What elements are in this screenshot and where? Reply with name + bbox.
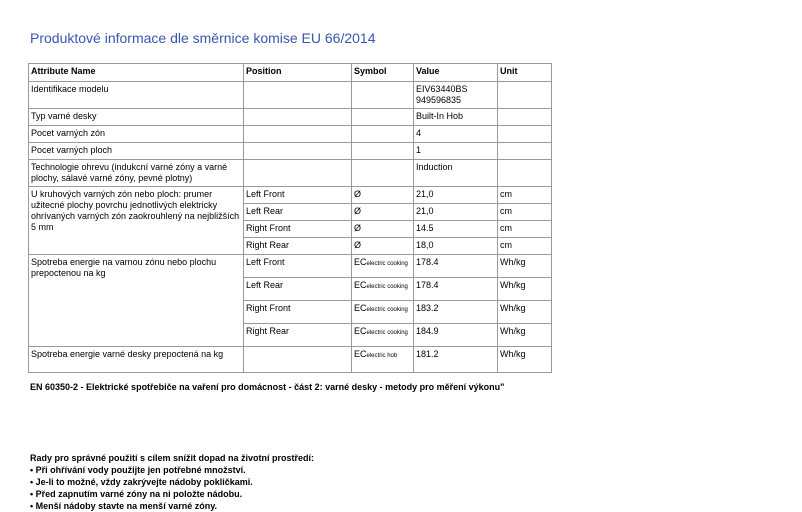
attribute-value (414, 82, 498, 109)
tips-heading: Rady pro správné použití s cílem snížit dopad na životní prostředí: (30, 453, 315, 463)
attribute-name: Pocet varných ploch (29, 143, 244, 160)
position-cell: Left Front (244, 255, 352, 278)
symbol-main: EC (354, 326, 367, 336)
unit-cell: cm (498, 238, 552, 255)
position-cell: Right Rear (244, 324, 352, 347)
attribute-name: Pocet varných zón (29, 126, 244, 143)
symbol-cell (352, 255, 414, 278)
attribute-value: 178.4 (414, 278, 498, 301)
unit-cell: cm (498, 204, 552, 221)
symbol-main: EC (354, 349, 367, 359)
list-item: • Před zapnutím varné zóny na ni položte nádobu. (30, 489, 243, 499)
eco-tips (30, 452, 550, 512)
position-cell: Right Rear (244, 238, 352, 255)
table-row (29, 347, 552, 373)
position-cell: Left Rear (244, 204, 352, 221)
symbol-subscript: electric cooking (366, 330, 408, 336)
symbol-main: EC (354, 303, 367, 313)
unit-cell: Wh/kg (498, 255, 552, 278)
unit-cell: Wh/kg (498, 324, 552, 347)
unit-cell: Wh/kg (498, 278, 552, 301)
attribute-value: 18,0 (414, 238, 498, 255)
attribute-name: Spotreba energie varné desky prepoctená na kg (29, 347, 244, 373)
symbol-main: EC (354, 280, 367, 290)
header-attribute-name: Attribute Name (29, 64, 244, 82)
attribute-name: Spotreba energie na varnou zónu nebo plochu prepoctenou na kg (29, 255, 244, 347)
attribute-value: 184.9 (414, 324, 498, 347)
symbol-cell (352, 324, 414, 347)
attribute-name: Typ varné desky (29, 109, 244, 126)
product-number: 949596835 (416, 95, 462, 105)
header-symbol: Symbol (352, 64, 414, 82)
header-position: Position (244, 64, 352, 82)
position-cell: Left Front (244, 187, 352, 204)
symbol-cell (352, 301, 414, 324)
symbol-cell: Ø (352, 221, 414, 238)
page-title: Produktové informace dle směrnice komise EU 66/2014 (30, 30, 376, 46)
attribute-value: 14.5 (414, 221, 498, 238)
model-number: EIV63440BS (416, 84, 468, 94)
attribute-value: 21,0 (414, 187, 498, 204)
symbol-cell: Ø (352, 238, 414, 255)
table-row (29, 143, 552, 160)
symbol-subscript: electric cooking (366, 261, 408, 267)
attribute-value: 178.4 (414, 255, 498, 278)
attribute-value: 1 (414, 143, 498, 160)
attribute-value: Built-In Hob (414, 109, 498, 126)
symbol-cell (352, 347, 414, 373)
position-cell: Right Front (244, 221, 352, 238)
attribute-value: Induction (414, 160, 498, 187)
table-row (29, 126, 552, 143)
table-row (29, 82, 552, 109)
symbol-subscript: electric cooking (366, 284, 408, 290)
list-item: • Menší nádoby stavte na menší varné zóny. (30, 501, 218, 511)
table-row (29, 187, 552, 204)
position-cell: Right Front (244, 301, 352, 324)
attribute-value: 21,0 (414, 204, 498, 221)
attribute-name: Identifikace modelu (29, 82, 244, 109)
product-info-table (28, 63, 552, 373)
list-item: • Je-li to možné, vždy zakrývejte nádoby pokličkami. (30, 477, 253, 487)
unit-cell: Wh/kg (498, 301, 552, 324)
table-row (29, 160, 552, 187)
standard-note: EN 60350-2 - Elektrické spotřebiče na vaření pro domácnost - část 2: varné desky - metody pro měření výkonu" (30, 382, 505, 392)
table-row (29, 109, 552, 126)
symbol-cell: Ø (352, 204, 414, 221)
symbol-cell: Ø (352, 187, 414, 204)
symbol-cell (352, 278, 414, 301)
symbol-subscript: electric hob (366, 353, 398, 359)
attribute-name: U kruhových varných zón nebo ploch: prumer užitecné plochy povrchu jednotlivých elektricky ohrívaných varných zón zaokrouhlený na nejbližších 5 mm (29, 187, 244, 255)
attribute-value: 183.2 (414, 301, 498, 324)
attribute-name: Technologie ohrevu (indukcní varné zóny a varné plochy, sálavé varné zóny, pevné plotny) (29, 160, 244, 187)
table-header-row (29, 64, 552, 82)
unit-cell: cm (498, 221, 552, 238)
list-item: • Při ohřívání vody použijte jen potřebné množství. (30, 465, 246, 475)
unit-cell: Wh/kg (498, 347, 552, 373)
attribute-value: 181.2 (414, 347, 498, 373)
unit-cell: cm (498, 187, 552, 204)
attribute-value: 4 (414, 126, 498, 143)
symbol-subscript: electric cooking (366, 307, 408, 313)
symbol-main: EC (354, 257, 367, 267)
header-unit: Unit (498, 64, 552, 82)
table-row (29, 255, 552, 278)
position-cell: Left Rear (244, 278, 352, 301)
header-value: Value (414, 64, 498, 82)
